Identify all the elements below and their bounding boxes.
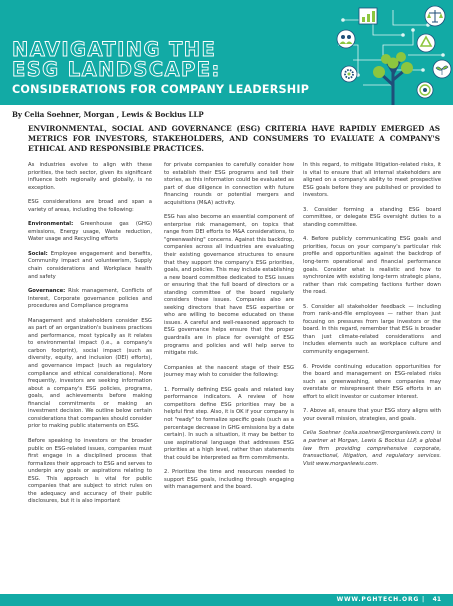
social-text: Employee engagement and benefits, Community impact and volunteerism, Supply chain considerations and Workplace health and safety bbox=[28, 250, 152, 280]
article-banner bbox=[0, 0, 453, 105]
paragraph: Management and stakeholders consider ESG as part of an organization's business practices and performance, most typically as it relates to environmental impact (i.e., a company's carbon footprint), social impact (such as diversity, equity, and inclusion (DEI) efforts), and governance impact (such as regulatory compliance and ethical considerations). More frequently, investors are seeking information about a company's ESG policies, programs, goals, and achievements before making financial commitments or making an investment decision. We outline below certain considerations that companies should consider prior to making public statements on ESG. bbox=[28, 317, 152, 430]
title-line-1: NAVIGATING THE bbox=[12, 38, 217, 61]
numbered-item: 5. Consider all stakeholder feedback — including from rank-and-file employees — rather than just focusing on pressures from large investors or the board. In this regard, remember that ESG is broader than just climate-related considerations and includes elements such as workplace culture and community engagement. bbox=[303, 303, 441, 356]
environmental-item bbox=[28, 221, 152, 244]
text-column-1 bbox=[28, 162, 152, 513]
governance-item bbox=[28, 288, 152, 311]
paragraph: for private companies to carefully consider how to establish their ESG programs and tell their stories, as this information could be evaluated as part of due diligence in connection with future financing rounds or potential mergers and acquisitions (M&A) activity. bbox=[164, 162, 294, 206]
article-title bbox=[12, 40, 221, 80]
paragraph: Before speaking to investors or the broader public on ESG-related issues, companies must first engage in a disciplined process that formalizes their approach to ESG and serves to underpin any goals or aspirations relating to ESG. This approach is vital for public companies that are subject to strict rules on the adequacy and accuracy of their public disclosures, but it is also important bbox=[28, 437, 152, 505]
governance-label: Governance: bbox=[28, 288, 66, 295]
article-subtitle: CONSIDERATIONS FOR COMPANY LEADERSHIP bbox=[12, 83, 310, 96]
social-label: Social: bbox=[28, 250, 48, 257]
text-column-2 bbox=[164, 162, 294, 499]
plant-icon bbox=[433, 60, 451, 78]
author-bio-text: Celia Soehner (celia.soehner@morganlewis.com) is a partner at Morgan, Lewis & Bockius LLP, a global law firm providing comprehensive corporate, transactional, litigation, and regulatory services. Visit www.morganlewis.com. bbox=[303, 430, 441, 467]
paragraph: As industries evolve to align with these priorities, the tech sector, given its significant influence both regionally and globally, is no exception. bbox=[28, 162, 152, 191]
article-lede: ENVIRONMENTAL, SOCIAL AND GOVERNANCE (ESG) CRITERIA HAVE RAPIDLY EMERGED AS METRICS FOR INVESTORS, STAKEHOLDERS, AND CONSUMERS TO EVALUATE A COMPANY'S ETHICAL AND RESPONSIBLE PRACTICES. bbox=[28, 124, 440, 153]
text-column-3 bbox=[303, 162, 441, 475]
social-item bbox=[28, 251, 152, 281]
gears-icon bbox=[341, 66, 357, 82]
justice-scales-icon bbox=[425, 6, 445, 26]
esg-illustration bbox=[333, 0, 453, 105]
byline: By Celia Soehner, Morgan , Lewis & Bockius LLP bbox=[12, 110, 204, 119]
author-bio bbox=[303, 430, 441, 468]
paragraph: In this regard, to mitigate litigation-related risks, it is vital to ensure that all internal stakeholders are aligned on a company's ability to meet prospective ESG goals before they are published or provided to investors. bbox=[303, 162, 441, 199]
paragraph: Companies at the nascent stage of their ESG journey may wish to consider the following: bbox=[164, 364, 294, 379]
paragraph: ESG considerations are broad and span a variety of areas, including the following: bbox=[28, 199, 152, 213]
numbered-item: 2. Prioritize the time and resources needed to support ESG goals, including through engaging with management and the board. bbox=[164, 469, 294, 491]
bar-chart-icon bbox=[359, 8, 377, 24]
numbered-item: 7. Above all, ensure that your ESG story aligns with your overall mission, strategies, and goals. bbox=[303, 408, 441, 422]
target-icon bbox=[417, 82, 433, 98]
numbered-item: 6. Provide continuing education opportunities for the board and management on ESG-related risks such as greenwashing, where companies may overstate or misrepresent their ESG efforts in an effort to elicit investor or customer interest. bbox=[303, 363, 441, 400]
people-icon bbox=[337, 30, 355, 48]
footer-separator: | bbox=[422, 596, 425, 603]
numbered-item: 3. Consider forming a standing ESG board committee, or delegate ESG oversight duties to a standing committee. bbox=[303, 206, 441, 228]
footer-website bbox=[337, 595, 425, 605]
paragraph: ESG has also become an essential component of enterprise risk management, on topics that range from DEI efforts to M&A considerations, to "greenwashing" concerns. Against this backdrop, companies across all industries are evaluating their existing governance structures to ensure that they support the company's ESG priorities, goals, and policies. This may include establishing a new board committee dedicated to ESG issues or ensuring that the full board of directors or a standing committee of the board regularly considers these issues. Companies also are seeking directors that have ESG expertise or who are willing to become educated on these issues. A careful and well-reasoned approach to ESG governance helps ensure that the proper guardrails are in place for oversight of ESG programs and policies and will help serve to mitigate risk. bbox=[164, 214, 294, 357]
governance-text: Risk management, Conflicts of Interest, Corporate governance policies and procedures and Compliance programs bbox=[28, 288, 152, 310]
numbered-item: 4. Before publicly communicating ESG goals and priorities, focus on your company's particular risk profile and opportunities against the backdrop of long-term operational and financial performance goals. Consider what is realistic and how to synchronize with existing long-term strategic plans, rather than risk competing factions further down the road. bbox=[303, 236, 441, 296]
environmental-label: Environmental: bbox=[28, 221, 74, 228]
title-line-2: ESG LANDSCAPE: bbox=[12, 58, 221, 81]
numbered-item: 1. Formally defining ESG goals and related key performance indicators. A review of how competitors define ESG priorities may be a helpful first step. Also, it is OK if your company is not "ready" to formalize specific goals (such as a percentage decrease in GHG emissions by a date certain). In such a situation, it may be better to use aspirational language that addresses ESG priorities at a high level, rather than statements that could be interpreted as firm commitments. bbox=[164, 386, 294, 461]
page-number: 41 bbox=[432, 596, 441, 603]
footer-url: WWW.PGHTECH.ORG bbox=[336, 596, 420, 603]
recycle-icon bbox=[417, 34, 435, 52]
environmental-text: Greenhouse gas (GHG) emissions, Energy usage, Waste reduction, Water usage and Recycling efforts bbox=[28, 221, 152, 243]
